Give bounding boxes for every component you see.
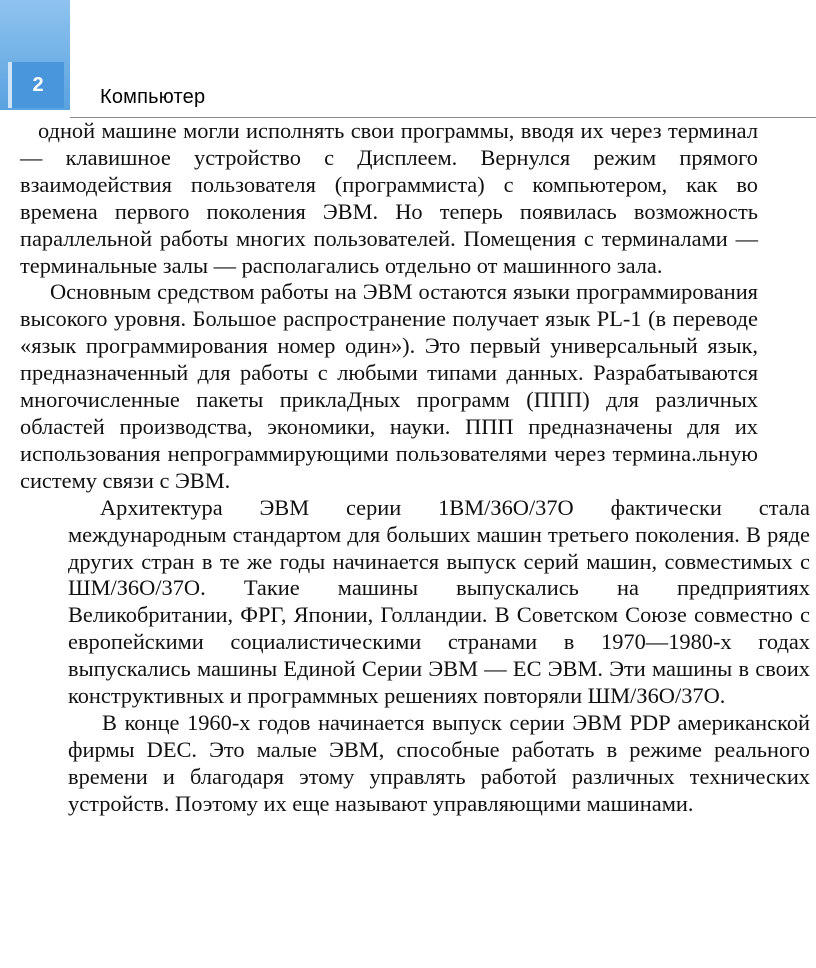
paragraph: Основным средством работы на ЭВМ остаются языки программирования высокого уровня. Большое распространение получает язык PL-1 (в переводе «язык программирования номер один»). Это первый универсальный язык, предназначенный для работы с любыми типами данных. Разрабатываются многочисленные пакеты приклаДных программ (ППП) для различных областей производства, экономики, науки. ППП предназначены для их использования непрограммирующими пользователями через термина.льную систему связи с ЭВМ. <box>20 279 758 493</box>
page-body <box>0 118 816 818</box>
paragraph: Архитектура ЭВМ серии 1ВМ/З6О/37О фактически стала международным стандартом для больших машин третьего поколения. В ряде других стран в те же годы начинается выпуск серий машин, совместимых с ШМ/З6О/37О. Такие машины выпускались на предприятиях Великобритании, ФРГ, Японии, Голландии. В Советском Союзе совместно с европейскими социалистическими странами в 1970—1980-х годах выпускались машины Единой Серии ЭВМ — ЕС ЭВМ. Эти машины в своих конструктивных и программных решениях повторяли ШМ/З6О/37О. <box>68 494 810 709</box>
page-header-title: Компьютер <box>100 86 206 108</box>
paragraph: В конце 1960-х годов начинается выпуск серии ЭВМ PDP американской фирмы DEC. Это малые ЭВМ, способные работать в режиме реального времени и благодаря этому управлять работой различных технических устройств. Поэтому их еще называют управляющими машинами. <box>68 709 810 816</box>
page-number-badge: 2 <box>8 62 64 108</box>
paragraph: одной машине могли исполнять свои программы, вводя их через терминал — клавишное устройство с Дисплеем. Вернулся режим прямого взаимодействия пользователя (программиста) с компьютером, как во времена первого поколения ЭВМ. Но теперь появилась возможность параллельной работы многих пользователей. Помещения с терминалами — терминальные залы — располагались отдельно от машинного зала. <box>20 118 758 278</box>
